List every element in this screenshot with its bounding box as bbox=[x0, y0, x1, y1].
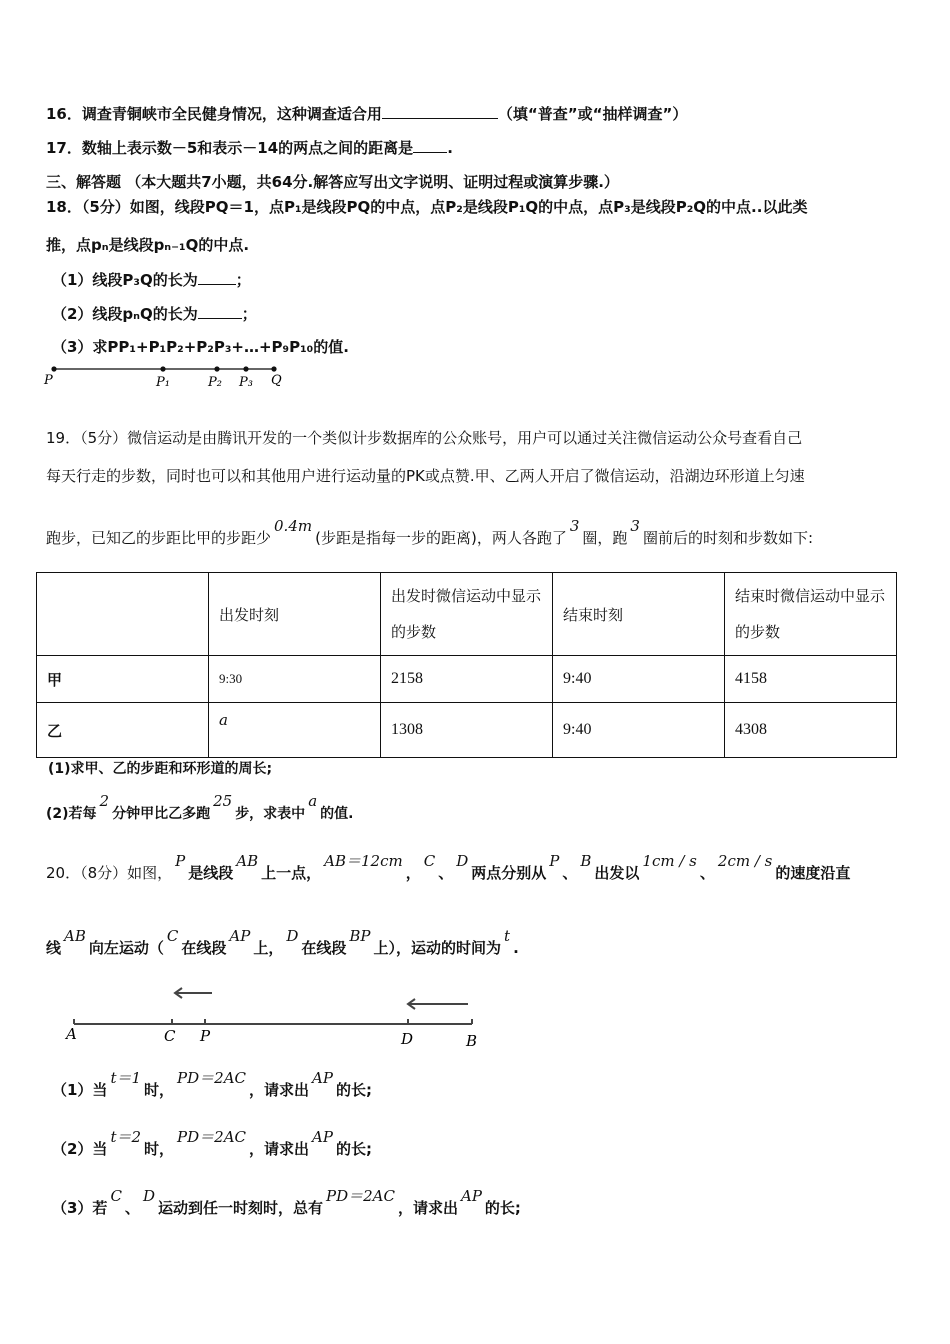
table-cell: 乙 bbox=[37, 703, 209, 758]
label-p: P bbox=[44, 373, 53, 388]
question-18-sub1: （1）线段P₃Q的长为 ； bbox=[52, 271, 251, 289]
question-19-line3: 跑步，已知乙的步距比甲的步距少0.4m(步距是指每一步的距离)，两人各跑了3圈，跑3圈前后的时刻和步数如下: bbox=[46, 517, 813, 547]
question-19-sub2: (2)若每2分钟甲比乙多跑25步，求表中a的值. bbox=[46, 792, 354, 822]
answer-blank bbox=[382, 103, 498, 119]
question-18-line1: 18．（5分）如图，线段PQ＝1，点P₁是线段PQ的中点，点P₂是线段P₁Q的中点，点P₃是线段P₂Q的中点..以此类 bbox=[46, 198, 808, 216]
table-cell: 1308 bbox=[381, 703, 553, 758]
answer-blank bbox=[198, 303, 242, 319]
table-header-cell: 结束时刻 bbox=[553, 573, 725, 656]
question-19-sub1: (1)求甲、乙的步距和环形道的周长; bbox=[48, 761, 273, 777]
point-p2 bbox=[214, 366, 219, 371]
table-cell: 4158 bbox=[725, 656, 897, 703]
table-cell: 9:40 bbox=[553, 703, 725, 758]
question-20-sub1: （1）当t＝1时，PD＝2AC，请求出AP的长; bbox=[52, 1069, 372, 1099]
question-19-line2: 每天行走的步数，同时也可以和其他用户进行运动量的PK或点赞.甲、乙两人开启了微信运动，沿湖边环形道上匀速 bbox=[46, 467, 805, 485]
question-20-sub3: （3）若C、D运动到任一时刻时，总有PD＝2AC，请求出AP的长; bbox=[52, 1187, 521, 1217]
answer-blank bbox=[413, 137, 447, 153]
section-header: 三、解答题 （本大题共7小题，共64分.解答应写出文字说明、证明过程或演算步骤.） bbox=[46, 173, 619, 191]
table-cell: a bbox=[209, 703, 381, 758]
label-p: P bbox=[200, 1027, 211, 1045]
table-header-cell bbox=[37, 573, 209, 656]
table-cell: 2158 bbox=[381, 656, 553, 703]
table-header-cell: 结束时微信运动中显示的步数 bbox=[725, 573, 897, 656]
table-cell: 4308 bbox=[725, 703, 897, 758]
point-p bbox=[51, 366, 56, 371]
question-16: 16．调查青铜峡市全民健身情况，这种调查适合用 （填“普查”或“抽样调查”） bbox=[46, 105, 688, 123]
segment-ab-figure bbox=[60, 980, 500, 1050]
label-c: C bbox=[164, 1027, 176, 1045]
table-cell: 甲 bbox=[37, 656, 209, 703]
table-header-cell: 出发时微信运动中显示的步数 bbox=[381, 573, 553, 656]
step-data-table bbox=[36, 572, 897, 758]
point-p3 bbox=[243, 366, 248, 371]
table-cell: 9:40 bbox=[553, 656, 725, 703]
point-p1 bbox=[160, 366, 165, 371]
table-header-row bbox=[37, 573, 897, 656]
table-header-cell: 出发时刻 bbox=[209, 573, 381, 656]
question-18-sub2: （2）线段pₙQ的长为 ； bbox=[52, 305, 257, 323]
table-row bbox=[37, 656, 897, 703]
table-row bbox=[37, 703, 897, 758]
label-p1: P₁ bbox=[156, 375, 170, 390]
question-18-line2: 推，点pₙ是线段pₙ₋₁Q的中点. bbox=[46, 236, 250, 254]
label-a: A bbox=[66, 1025, 77, 1043]
point-q bbox=[271, 366, 276, 371]
question-20-sub2: （2）当t＝2时，PD＝2AC，请求出AP的长; bbox=[52, 1128, 372, 1158]
label-q: Q bbox=[271, 373, 282, 388]
answer-blank bbox=[198, 269, 236, 285]
label-p3: P₃ bbox=[239, 375, 253, 390]
table-cell: 9:30 bbox=[209, 656, 381, 703]
segment-pq-figure bbox=[40, 360, 300, 392]
label-d: D bbox=[401, 1030, 414, 1048]
question-18-sub3: （3）求PP₁+P₁P₂+P₂P₃+…+P₉P₁₀的值. bbox=[52, 338, 349, 356]
question-20-line2: 线AB向左运动（C在线段AP上，D在线段BP上），运动的时间为t. bbox=[46, 927, 519, 957]
question-20-line1: 20．（8分）如图，P是线段AB上一点，AB＝12cm，C、D两点分别从P、B出发以1cm / s、2cm / s的速度沿直 bbox=[46, 852, 851, 882]
question-19-line1: 19．（5分）微信运动是由腾讯开发的一个类似计步数据库的公众账号，用户可以通过关注微信运动公众号查看自己 bbox=[46, 429, 803, 447]
label-b: B bbox=[466, 1032, 478, 1050]
label-p2: P₂ bbox=[208, 375, 222, 390]
question-17: 17．数轴上表示数－5和表示－14的两点之间的距离是 . bbox=[46, 139, 453, 157]
